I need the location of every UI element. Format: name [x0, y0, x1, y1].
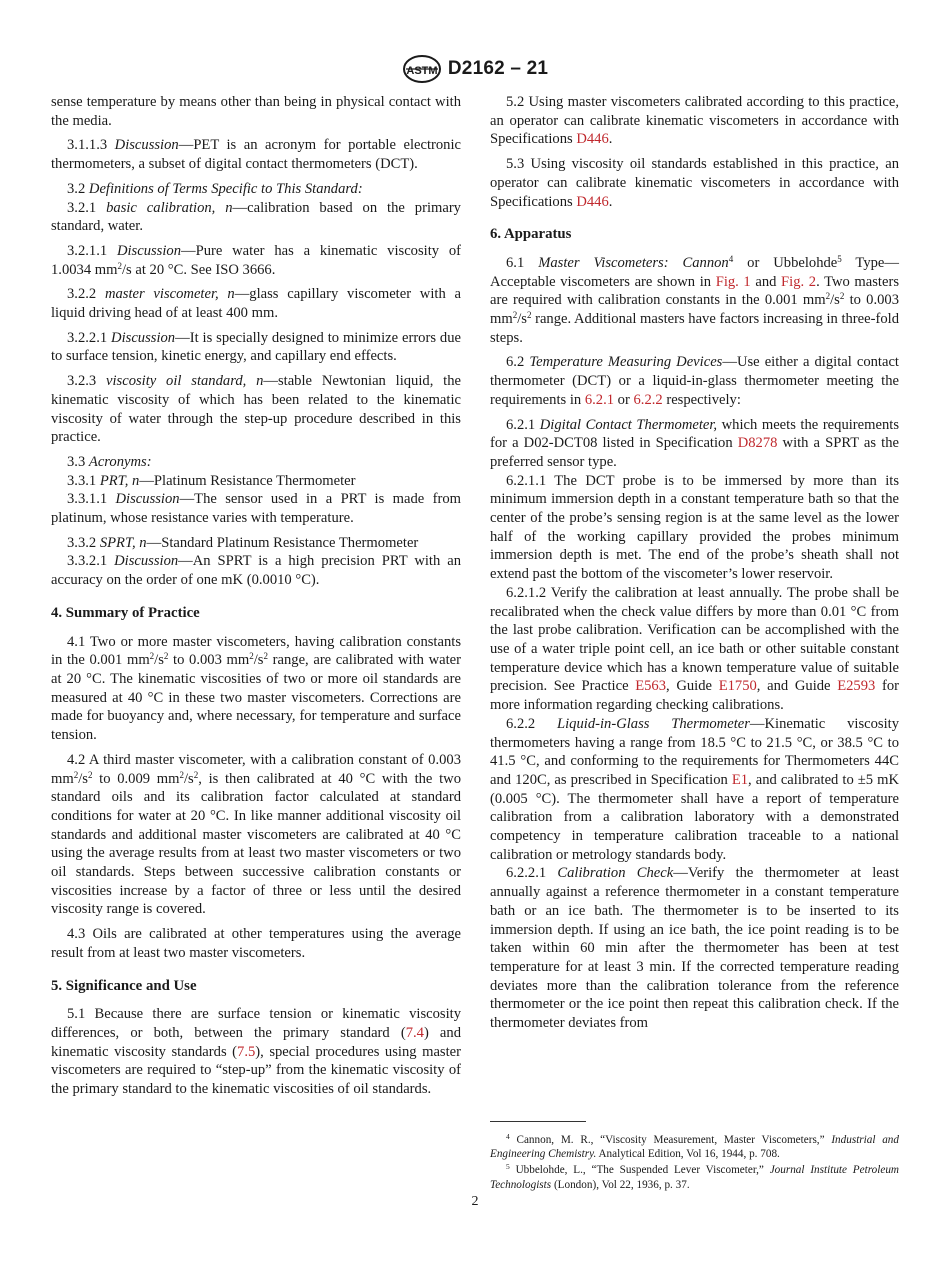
right-column — [490, 93, 899, 1033]
link-6-2-2[interactable]: 6.2.2 — [633, 391, 663, 408]
paragraph-3-3-2: 3.3.2 SPRT, n—Standard Platinum Resistance Thermometer — [67, 534, 419, 551]
paragraph-3-3-1-1: 3.3.1.1 Discussion—The sensor used in a PRT is made from platinum, whose resistance varies with temperature. — [51, 491, 461, 527]
section-4-heading: 4. Summary of Practice — [51, 604, 200, 621]
paragraph-3-3-1: 3.3.1 PRT, n—Platinum Resistance Thermometer — [67, 472, 356, 489]
paragraph-6-2-1: 6.2.1 Digital Contact Thermometer, which meets the requirements for a D02-DCT08 listed in Specification D8278 with a SPRT as the preferred sensor type. — [490, 416, 899, 470]
paragraph-4-3: 4.3 Oils are calibrated at other temperatures using the average result from at least two master viscometers. — [51, 926, 461, 961]
footnotes — [490, 1133, 899, 1194]
paragraph-3-3: 3.3 Acronyms: — [67, 453, 152, 470]
paragraph-3-2-1: 3.2.1 basic calibration, n—calibration based on the primary standard, water. — [51, 199, 461, 235]
footnote-4: $^4$ Cannon, M. R., “Viscosity Measurement, Master Viscometers,” Industrial and Engineering Chemistry. Analytical Edition, Vol 16, 1944, p. 708. — [490, 1132, 899, 1161]
paragraph-6-2-1-2: 6.2.1.2 Verify the calibration at least annually. The probe shall be recalibrated when the check value differs by more than 0.01 °C from the last probe calibration. Verification can be accomplished with the use of a water triple point cell, an ice bath or other suitable constant temperature device which has a known temperature value of suitable precision. See Practice E563, Guide E1750, and Guide E2593 for more information regarding checking calibrations. — [490, 584, 899, 714]
link-7-4[interactable]: 7.4 — [405, 1024, 424, 1041]
link-d446[interactable]: D446 — [576, 131, 609, 148]
logo-text: ASTM — [406, 65, 438, 77]
paragraph-3-2-2: 3.2.2 master viscometer, n—glass capillary viscometer with a liquid driving head of at least 400 mm. — [51, 286, 461, 322]
paragraph-6-2: 6.2 Temperature Measuring Devices—Use either a digital contact thermometer (DCT) or a liquid-in-glass thermometer meeting the requirements in 6.2.1 or 6.2.2 respectively: — [490, 354, 899, 408]
left-column — [51, 93, 461, 1105]
paragraph-3-2-2-1: 3.2.2.1 Discussion—It is specially designed to minimize errors due to surface tension, kinetic energy, and capillary end effects. — [51, 329, 461, 365]
paragraph-4-1: 4.1 Two or more master viscometers, having calibration constants in the 0.001 $mm^2/s^2$ to 0.003 $mm^2/s^2$ range, are calibrated with water at 20 °C. The kinematic viscosities of two or more oil standards are measured at 40 °C in these two master viscometers. Corrections are made for buoyancy and, where necessary, for temperature and surface tension. — [51, 633, 461, 744]
link-e1[interactable]: E1 — [731, 771, 749, 788]
astm-logo-icon — [402, 54, 442, 84]
page-header — [0, 52, 950, 86]
link-6-2-1[interactable]: 6.2.1 — [584, 391, 615, 408]
paragraph-6-2-2-1: 6.2.2.1 Calibration Check—Verify the thermometer at least annually against a reference thermometer in a constant temperature bath or an ice bath. The thermometer is to be inserted to its immersion depth. If using an ice bath, the ice point reading is to be taken within 60 min after the thermometer has been at test temperature for at least 3 min. If the corrected temperature reading deviates more than the calibration tolerance from the reference thermometer or the ice point then repeat this calibration check. If the thermometer deviates from — [490, 865, 899, 1032]
paragraph-3-3-2-1: 3.3.2.1 Discussion—An SPRT is a high precision PRT with an accuracy on the order of one mK (0.0010 °C). — [51, 553, 461, 589]
link-fig-1[interactable]: Fig. 1 — [715, 273, 751, 290]
link-fig-2[interactable]: Fig. 2 — [781, 273, 817, 290]
paragraph-6-2-2: 6.2.2 Liquid-in-Glass Thermometer—Kinematic viscosity thermometers having a range from 18.5 °C to 21.5 °C, or 38.5 °C to 41.5 °C, and conforming to the requirements for Thermometers 44C and 120C, as prescribed in Specification E1, and calibrated to ±5 mK (0.005 °C). The thermometer shall have a report of temperature calibration from a calibration laboratory with a demonstrated competency in temperature calibration traceable to a national calibration or metrology standards body. — [490, 715, 900, 863]
footnote-divider — [490, 1121, 586, 1122]
document-designation: D2162 – 21 — [447, 58, 549, 79]
section-6-heading: 6. Apparatus — [490, 226, 572, 243]
page-number: 2 — [471, 1194, 479, 1209]
paragraph-3-2-3: 3.2.3 viscosity oil standard, n—stable Newtonian liquid, the kinematic viscosity of which has been related to the kinematic viscosity of water through the step-up procedure described in this practice. — [51, 373, 461, 446]
link-7-5[interactable]: 7.5 — [237, 1043, 256, 1060]
link-e2593[interactable]: E2593 — [837, 678, 876, 695]
paragraph-3-2: 3.2 Definitions of Terms Specific to This Standard: — [67, 180, 363, 197]
paragraph-6-1: 6.1 Master Viscometers: Cannon$^4$ or Ubbelohde$^5$ Type—Acceptable viscometers are shown in Fig. 1 and Fig. 2. Two masters are required with calibration constants in the 0.001 $mm^2/s^2$ to 0.003 $mm^2/s^2$ range. Additional masters have factors increasing in three-fold steps. — [490, 253, 900, 346]
link-d446[interactable]: D446 — [576, 193, 609, 210]
paragraph-4-2: 4.2 A third master viscometer, with a calibration constant of 0.003 $mm^2/s^2$ to 0.009 $mm^2/s^2$, is then calibrated at 40 °C with the two standard oils and its calibration factor calculated at standard conditions for water at 20 °C. In like manner additional viscosity oil standards and additional master viscometers are calibrated at 40 °C using the average results from at least two master viscometers or two oil standards. Steps between successive calibration constants or viscosities increase by a factor of three or less until the desired viscosity range is covered. — [51, 751, 461, 918]
section-5-heading: 5. Significance and Use — [51, 977, 197, 994]
footnote-ref-4: 4 — [728, 253, 734, 264]
paragraph-3-1-1-2-continued: sense temperature by means other than being in physical contact with the media. — [51, 94, 461, 129]
paragraph-5-2: 5.2 Using master viscometers calibrated according to this practice, an operator can calibrate kinematic viscometers in accordance with Specifications D446. — [490, 94, 899, 148]
paragraph-5-3: 5.3 Using viscosity oil standards established in this practice, an operator can calibrate kinematic viscometers in accordance with Specifications D446. — [490, 156, 899, 210]
paragraph-3-2-1-1: 3.2.1.1 Discussion—Pure water has a kinematic viscosity of 1.0034 $mm^2/s$ at 20 °C. See ISO 3666. — [51, 242, 461, 278]
paragraph-5-1: 5.1 Because there are surface tension or kinematic viscosity differences, or both, between the primary standard (7.4) and kinematic viscosity standards (7.5), special procedures using master viscometers are required to “step-up” from the kinematic viscosity of the primary standard to the kinematic viscosities of oil standards. — [51, 1006, 461, 1098]
paragraph-3-1-1-3: 3.1.1.3 Discussion—PET is an acronym for portable electronic thermometers, a subset of digital contact thermometers (DCT). — [51, 137, 461, 173]
link-e563[interactable]: E563 — [635, 678, 667, 695]
footnote-5: $^5$ Ubbelohde, L., “The Suspended Lever Viscometer,” Journal Institute Petroleum Technologists (London), Vol 22, 1936, p. 37. — [490, 1162, 899, 1191]
link-d8278[interactable]: D8278 — [737, 435, 778, 452]
paragraph-6-2-1-1: 6.2.1.1 The DCT probe is to be immersed by more than its minimum immersion depth in a constant temperature bath so that the center of the probe’s sensing region is at the same level as the lower half of the working capillary provided the probes minimum immersion depth is met. The end of the probe’s sheath shall not extend past the bottom of the viscometer’s lower reservoir. — [490, 472, 899, 583]
link-e1750[interactable]: E1750 — [718, 678, 757, 695]
footnote-ref-5: 5 — [837, 253, 842, 264]
